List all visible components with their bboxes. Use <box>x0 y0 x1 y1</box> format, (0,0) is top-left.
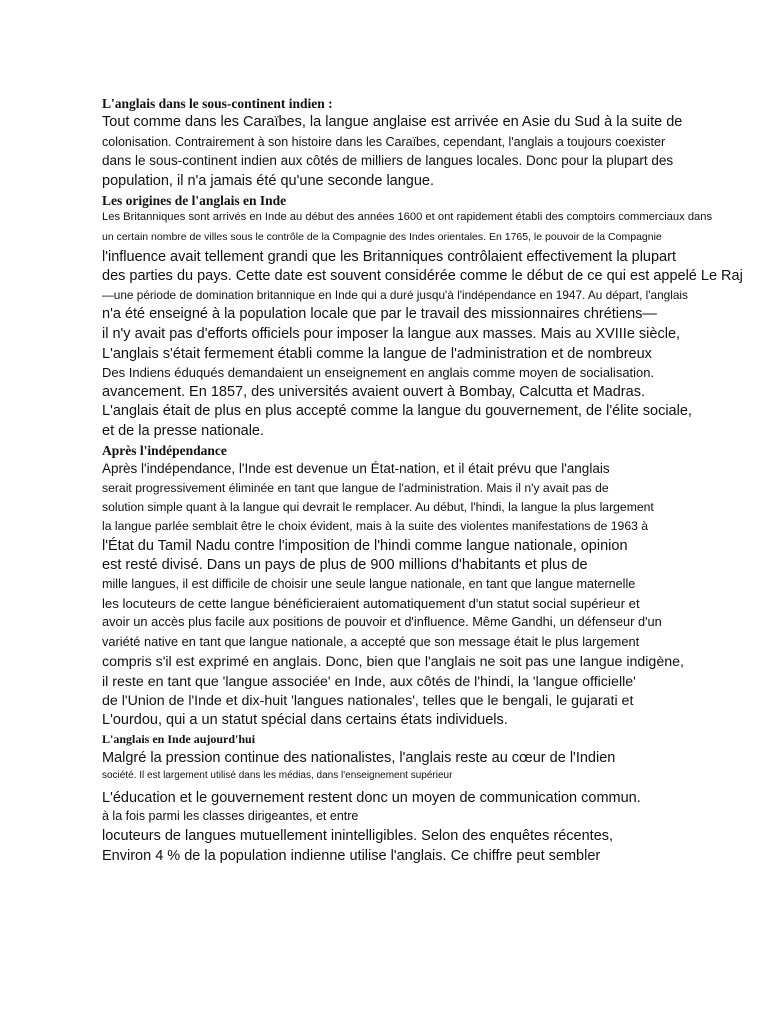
paragraph-line: dans le sous-continent indien aux côtés de milliers de langues locales. Donc pour la plupart des <box>102 153 674 168</box>
paragraph-line: —une période de domination britannique en Inde qui a duré jusqu'à l'indépendance en 1947. Au départ, l'anglais <box>102 288 688 302</box>
paragraph-line: serait progressivement éliminée en tant que langue de l'administration. Mais il n'y avait pas de <box>102 481 609 495</box>
paragraph-line: L'anglais s'était fermement établi comme la langue de l'administration et de nombreux <box>102 346 652 362</box>
paragraph-line: Environ 4 % de la population indienne utilise l'anglais. Ce chiffre peut sembler <box>102 848 601 864</box>
paragraph-line: l'influence avait tellement grandi que les Britanniques contrôlaient effectivement la plupart <box>102 249 676 265</box>
paragraph-line: l'État du Tamil Nadu contre l'imposition de l'hindi comme langue nationale, opinion <box>102 538 628 554</box>
paragraph-line: colonisation. Contrairement à son histoire dans les Caraïbes, cependant, l'anglais a toujours coexister <box>102 135 666 149</box>
paragraph-line: L'ourdou, qui a un statut spécial dans certains états individuels. <box>102 712 508 728</box>
paragraph-line: locuteurs de langues mutuellement inintelligibles. Selon des enquêtes récentes, <box>102 828 614 844</box>
paragraph-line: société. Il est largement utilisé dans les médias, dans l'enseignement supérieur <box>102 770 453 781</box>
paragraph-line: la langue parlée semblait être le choix évident, mais à la suite des violentes manifestations de 1963 à <box>102 519 649 533</box>
paragraph-line: Malgré la pression continue des nationalistes, l'anglais reste au cœur de l'Indien <box>102 750 616 766</box>
paragraph-line: population, il n'a jamais été qu'une seconde langue. <box>102 173 435 189</box>
paragraph-line: avoir un accès plus facile aux positions de pouvoir et d'influence. Même Gandhi, un défenseur d'un <box>102 614 662 629</box>
paragraph-line: et de la presse nationale. <box>102 423 265 439</box>
paragraph-line: des parties du pays. Cette date est souvent considérée comme le début de ce qui est appelé Le Raj <box>102 268 743 284</box>
paragraph-line: n'a été enseigné à la population locale que par le travail des missionnaires chrétiens— <box>102 306 657 322</box>
paragraph-line: Les Britanniques sont arrivés en Inde au début des années 1600 et ont rapidement établi des comptoirs commerciaux dans <box>102 211 713 223</box>
section-heading: L'anglais en Inde aujourd'hui <box>102 732 256 746</box>
paragraph-line: à la fois parmi les classes dirigeantes, et entre <box>102 809 359 823</box>
section-heading: L'anglais dans le sous-continent indien : <box>102 96 333 111</box>
paragraph-line: L'anglais était de plus en plus accepté comme la langue du gouvernement, de l'élite sociale, <box>102 403 692 419</box>
paragraph-line: L'éducation et le gouvernement restent donc un moyen de communication commun. <box>102 790 641 806</box>
section-heading: Les origines de l'anglais en Inde <box>102 193 287 208</box>
paragraph-line: Des Indiens éduqués demandaient un enseignement en anglais comme moyen de socialisation. <box>102 365 655 380</box>
paragraph-line: les locuteurs de cette langue bénéficieraient automatiquement d'un statut social supérieur et <box>102 596 640 611</box>
paragraph-line: un certain nombre de villes sous le contrôle de la Compagnie des Indes orientales. En 1765, le pouvoir de la Compagnie <box>102 231 662 243</box>
paragraph-line: Tout comme dans les Caraïbes, la langue anglaise est arrivée en Asie du Sud à la suite de <box>102 114 683 130</box>
paragraph-line: Après l'indépendance, l'Inde est devenue un État-nation, et il était prévu que l'anglais <box>102 461 610 476</box>
paragraph-line: est resté divisé. Dans un pays de plus de 900 millions d'habitants et plus de <box>102 557 588 573</box>
paragraph-line: mille langues, il est difficile de choisir une seule langue nationale, en tant que langue maternelle <box>102 577 636 591</box>
paragraph-line: il n'y avait pas d'efforts officiels pour imposer la langue aux masses. Mais au XVIIIe siècle, <box>102 326 681 342</box>
paragraph-line: compris s'il est exprimé en anglais. Donc, bien que l'anglais ne soit pas une langue indigène, <box>102 654 684 670</box>
paragraph-line: il reste en tant que 'langue associée' en Inde, aux côtés de l'hindi, la 'langue officielle' <box>102 674 636 690</box>
section-heading: Après l'indépendance <box>102 443 227 458</box>
paragraph-line: de l'Union de l'Inde et dix-huit 'langues nationales', telles que le bengali, le gujarati et <box>102 693 634 709</box>
paragraph-line: solution simple quant à la langue qui devrait le remplacer. Au début, l'hindi, la langue la plus largement <box>102 500 654 514</box>
paragraph-line: variété native en tant que langue nationale, a accepté que son message était le plus largement <box>102 634 640 649</box>
paragraph-line: avancement. En 1857, des universités avaient ouvert à Bombay, Calcutta et Madras. <box>102 384 645 400</box>
